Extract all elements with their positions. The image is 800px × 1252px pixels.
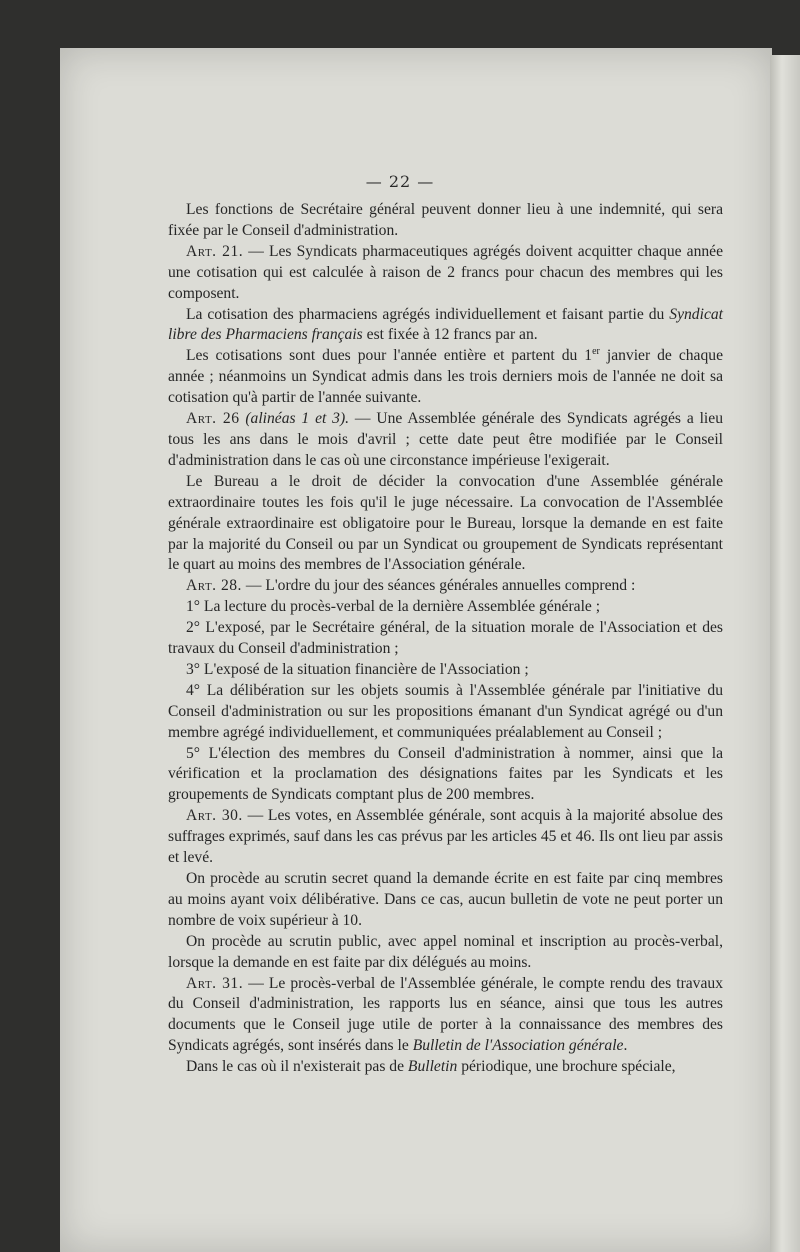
article-label: Art. 28. [186,577,242,595]
superscript: er [592,346,600,358]
paragraph-art-26 [168,409,723,472]
paragraph-scrutin-secret: On procède au scrutin secret quand la demande écrite en est faite par cinq membres au moins ayant voix délibérative. Dans ce cas, aucun bulletin de vote ne peut porter un nombre de voix supérieur à 10. [168,870,723,929]
article-text: — Les Syndicats pharmaceutiques agrégés doivent acquitter chaque année une cotisation qui est calculée à raison de 2 francs pour chacun des membres qui les composent. [168,242,724,302]
list-item-3: 3° L'exposé de la situation financière de l'Association ; [186,660,529,678]
article-text: — Une Assemblée générale des Syndicats agrégés a lieu tous les ans dans le mois d'avril ; cette date peut être modifiée par le Conseil d'administration dans le cas où une circonstance impérieuse l'exigerait. [168,410,723,469]
article-label: Art. 31. [186,974,244,992]
text-run: périodique, une brochure spéciale, [457,1058,676,1076]
paragraph-art-21 [168,242,723,305]
paragraph-cotisations-dues [168,346,723,409]
text-run: Dans le cas où il n'existerait pas de [186,1058,408,1076]
paragraph-art-28 [168,576,723,597]
page-number: — 22 — [365,172,435,191]
article-text: — L'ordre du jour des séances générales annuelles comprend : [241,577,636,595]
paragraph-secretaire: Les fonctions de Secrétaire général peuvent donner lieu à une indemnité, qui sera fixée par le Conseil d'administration. [168,201,723,239]
italic-title: Bulletin de l'Association générale [412,1037,624,1055]
text-run: . [623,1037,628,1055]
paragraph-cotisation [168,305,723,347]
paragraph-bureau: Le Bureau a le droit de décider la convocation d'une Assemblée générale extraordinaire toutes les fois qu'il le juge nécessaire. La convocation de l'Assemblée générale extraordinaire est obligatoire pour le Bureau, lorsque la demande en est faite par la majorité du Conseil ou par un Syndicat ou groupement de Syndicats représentant le quart au moins des membres de l'Association générale. [168,472,723,574]
text-run: est fixée à 12 francs par an. [362,326,538,344]
italic-title: Bulletin [407,1058,458,1076]
next-page-edge [770,55,800,1252]
paragraph-scrutin-public: On procède au scrutin public, avec appel nominal et inscription au procès-verbal, lorsque la demande en est faite par dix délégués au moins. [168,932,723,971]
article-text: — Les votes, en Assemblée générale, sont acquis à la majorité absolue des suffrages exprimés, sauf dans les cas prévus par les articles 45 et 46. Ils ont lieu par assis et levé. [168,807,723,867]
list-item-5: 5° L'élection des membres du Conseil d'administration à nommer, ainsi que la vérification et la proclamation des désignations faites par les Syndicats et les groupements de Syndicats comptant plus de 200 membres. [168,744,723,804]
paragraph-art-31 [168,974,723,1058]
list-item-2: 2° L'exposé, par le Secrétaire général, de la situation morale de l'Association et des travaux du Conseil d'administration ; [168,619,723,658]
paragraph-brochure [168,1057,723,1078]
paragraph-art-30 [168,806,723,869]
italic-title: Syndicat libre des Pharmaciens français [168,305,723,344]
article-label: Art. 21. [186,242,244,260]
list-item-4: 4° La délibération sur les objets soumis à l'Assemblée générale par l'initiative du Conseil d'administration ou sur les propositions émanant d'un Syndicat agrégé ou d'un membre agrégé individuellement, et communiquées préalablement au Conseil ; [168,681,723,741]
text-run: Les cotisations sont dues pour l'année entière et partent du 1 [186,347,593,365]
article-label: Art. 30. [186,807,243,825]
text-run: La cotisation des pharmaciens agrégés individuellement et faisant partie du [186,305,670,323]
text-run: janvier de chaque année ; néanmoins un Syndicat admis dans les trois derniers mois de l'année ne doit sa cotisation qu'à partir de l'année suivante. [168,347,723,407]
text-run: — Le procès-verbal de l'Assemblée générale, le compte rendu des travaux du Conseil d'administration, les rapports lus en séance, ainsi que tous les autres documents que le Conseil juge utile de porter à la connaissance des membres des Syndicats agrégés, sont insérés dans le [168,974,723,1055]
body-text [168,200,723,1078]
italic-note: (alinéas 1 et 3). [239,410,350,428]
article-label: Art. 26 [186,410,240,428]
list-item-1: 1° La lecture du procès-verbal de la dernière Assemblée générale ; [186,598,601,616]
